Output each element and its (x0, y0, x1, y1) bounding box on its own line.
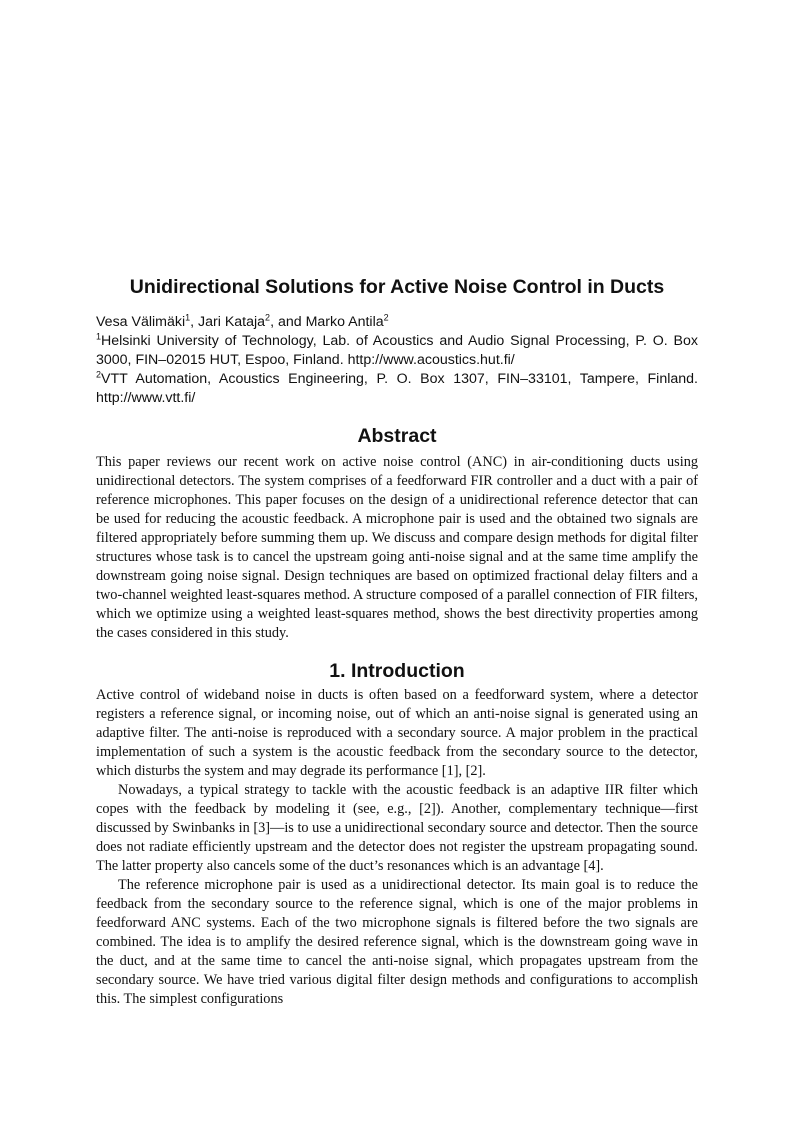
introduction-heading: 1. Introduction (329, 660, 465, 682)
intro-paragraph: Active control of wideband noise in ducts is often based on a feedforward system, where a detector registers a reference signal, or incoming noise, out of which an anti-noise signal is generated using an adaptive filter. The anti-noise is reproduced with a secondary source. A major problem in the practical implementation of such a system is the acoustic feedback from the secondary source to the detector, which disturbs the system and may degrade its performance [1], [2]. (96, 687, 698, 779)
affiliation-mark: 1 (185, 312, 191, 323)
author-line (96, 313, 698, 332)
intro-paragraph: Nowadays, a typical strategy to tackle with the acoustic feedback is an adaptive IIR filter which copes with the feedback by modeling it (see, e.g., [2]). Another, complementary technique—first discussed by Swinbanks in [3]—is to use a unidirectional secondary source and detector. Then the source does not radiate efficiently upstream and the detector does not register the upstream propagating sound. The latter property also cancels some of the duct’s resonances which is an advantage [4]. (96, 782, 698, 874)
affiliation (96, 370, 698, 408)
affiliation-mark: 1 (96, 331, 102, 342)
affiliation-mark: 2 (265, 312, 271, 323)
affiliation-text: VTT Automation, Acoustics Engineering, P. O. Box 1307, FIN–33101, Tampere, Finland. http://www.vtt.fi/ (96, 371, 698, 406)
abstract-heading: Abstract (357, 425, 437, 447)
affiliation-mark: 2 (383, 312, 389, 323)
intro-paragraph: The reference microphone pair is used as a unidirectional detector. Its main goal is to reduce the feedback from the secondary source to the reference signal, which is one of the major problems in feedforward ANC systems. Each of the two microphone signals is filtered before the two signals are combined. The idea is to amplify the desired reference signal, which is the downstream going wave in the duct, and at the same time to cancel the anti-noise signal, which propagates upstream from the secondary source. We have tried various digital filter design methods and configurations to accomplish this. The simplest configurations (96, 877, 698, 1007)
abstract-paragraph: This paper reviews our recent work on active noise control (ANC) in air-conditioning ducts using unidirectional detectors. The system comprises of a feedforward FIR controller and a duct with a pair of reference microphones. This paper focuses on the design of a unidirectional reference detector that can be used for reducing the acoustic feedback. A microphone pair is used and the obtained two signals are filtered appropriately before summing them up. We discuss and compare design methods for digital filter structures whose task is to cancel the upstream going anti-noise signal and at the same time amplify the downstream going noise signal. Design techniques are based on optimized fractional delay filters and a two-channel weighted least-squares method. A structure composed of a parallel connection of FIR filters, which we optimize using a weighted least-squares method, shows the best directivity properties among the cases considered in this study. (96, 454, 698, 641)
affiliation-text: Helsinki University of Technology, Lab. of Acoustics and Audio Signal Processing, P. O. Box 3000, FIN–02015 HUT, Espoo, Finland. http://www.acoustics.hut.fi/ (96, 333, 698, 368)
author-separator: , (190, 314, 199, 330)
paper-title: Unidirectional Solutions for Active Noise Control in Ducts (129, 276, 665, 298)
abstract-section (96, 453, 698, 643)
author-separator: , and (270, 314, 306, 330)
introduction-section (96, 686, 698, 1009)
affiliation-mark: 2 (96, 369, 102, 380)
author-block (96, 313, 698, 408)
affiliation (96, 332, 698, 370)
author-name: Jari Kataja (198, 314, 266, 330)
author-name: Vesa Välimäki (96, 314, 186, 330)
author-name: Marko Antila (305, 314, 384, 330)
